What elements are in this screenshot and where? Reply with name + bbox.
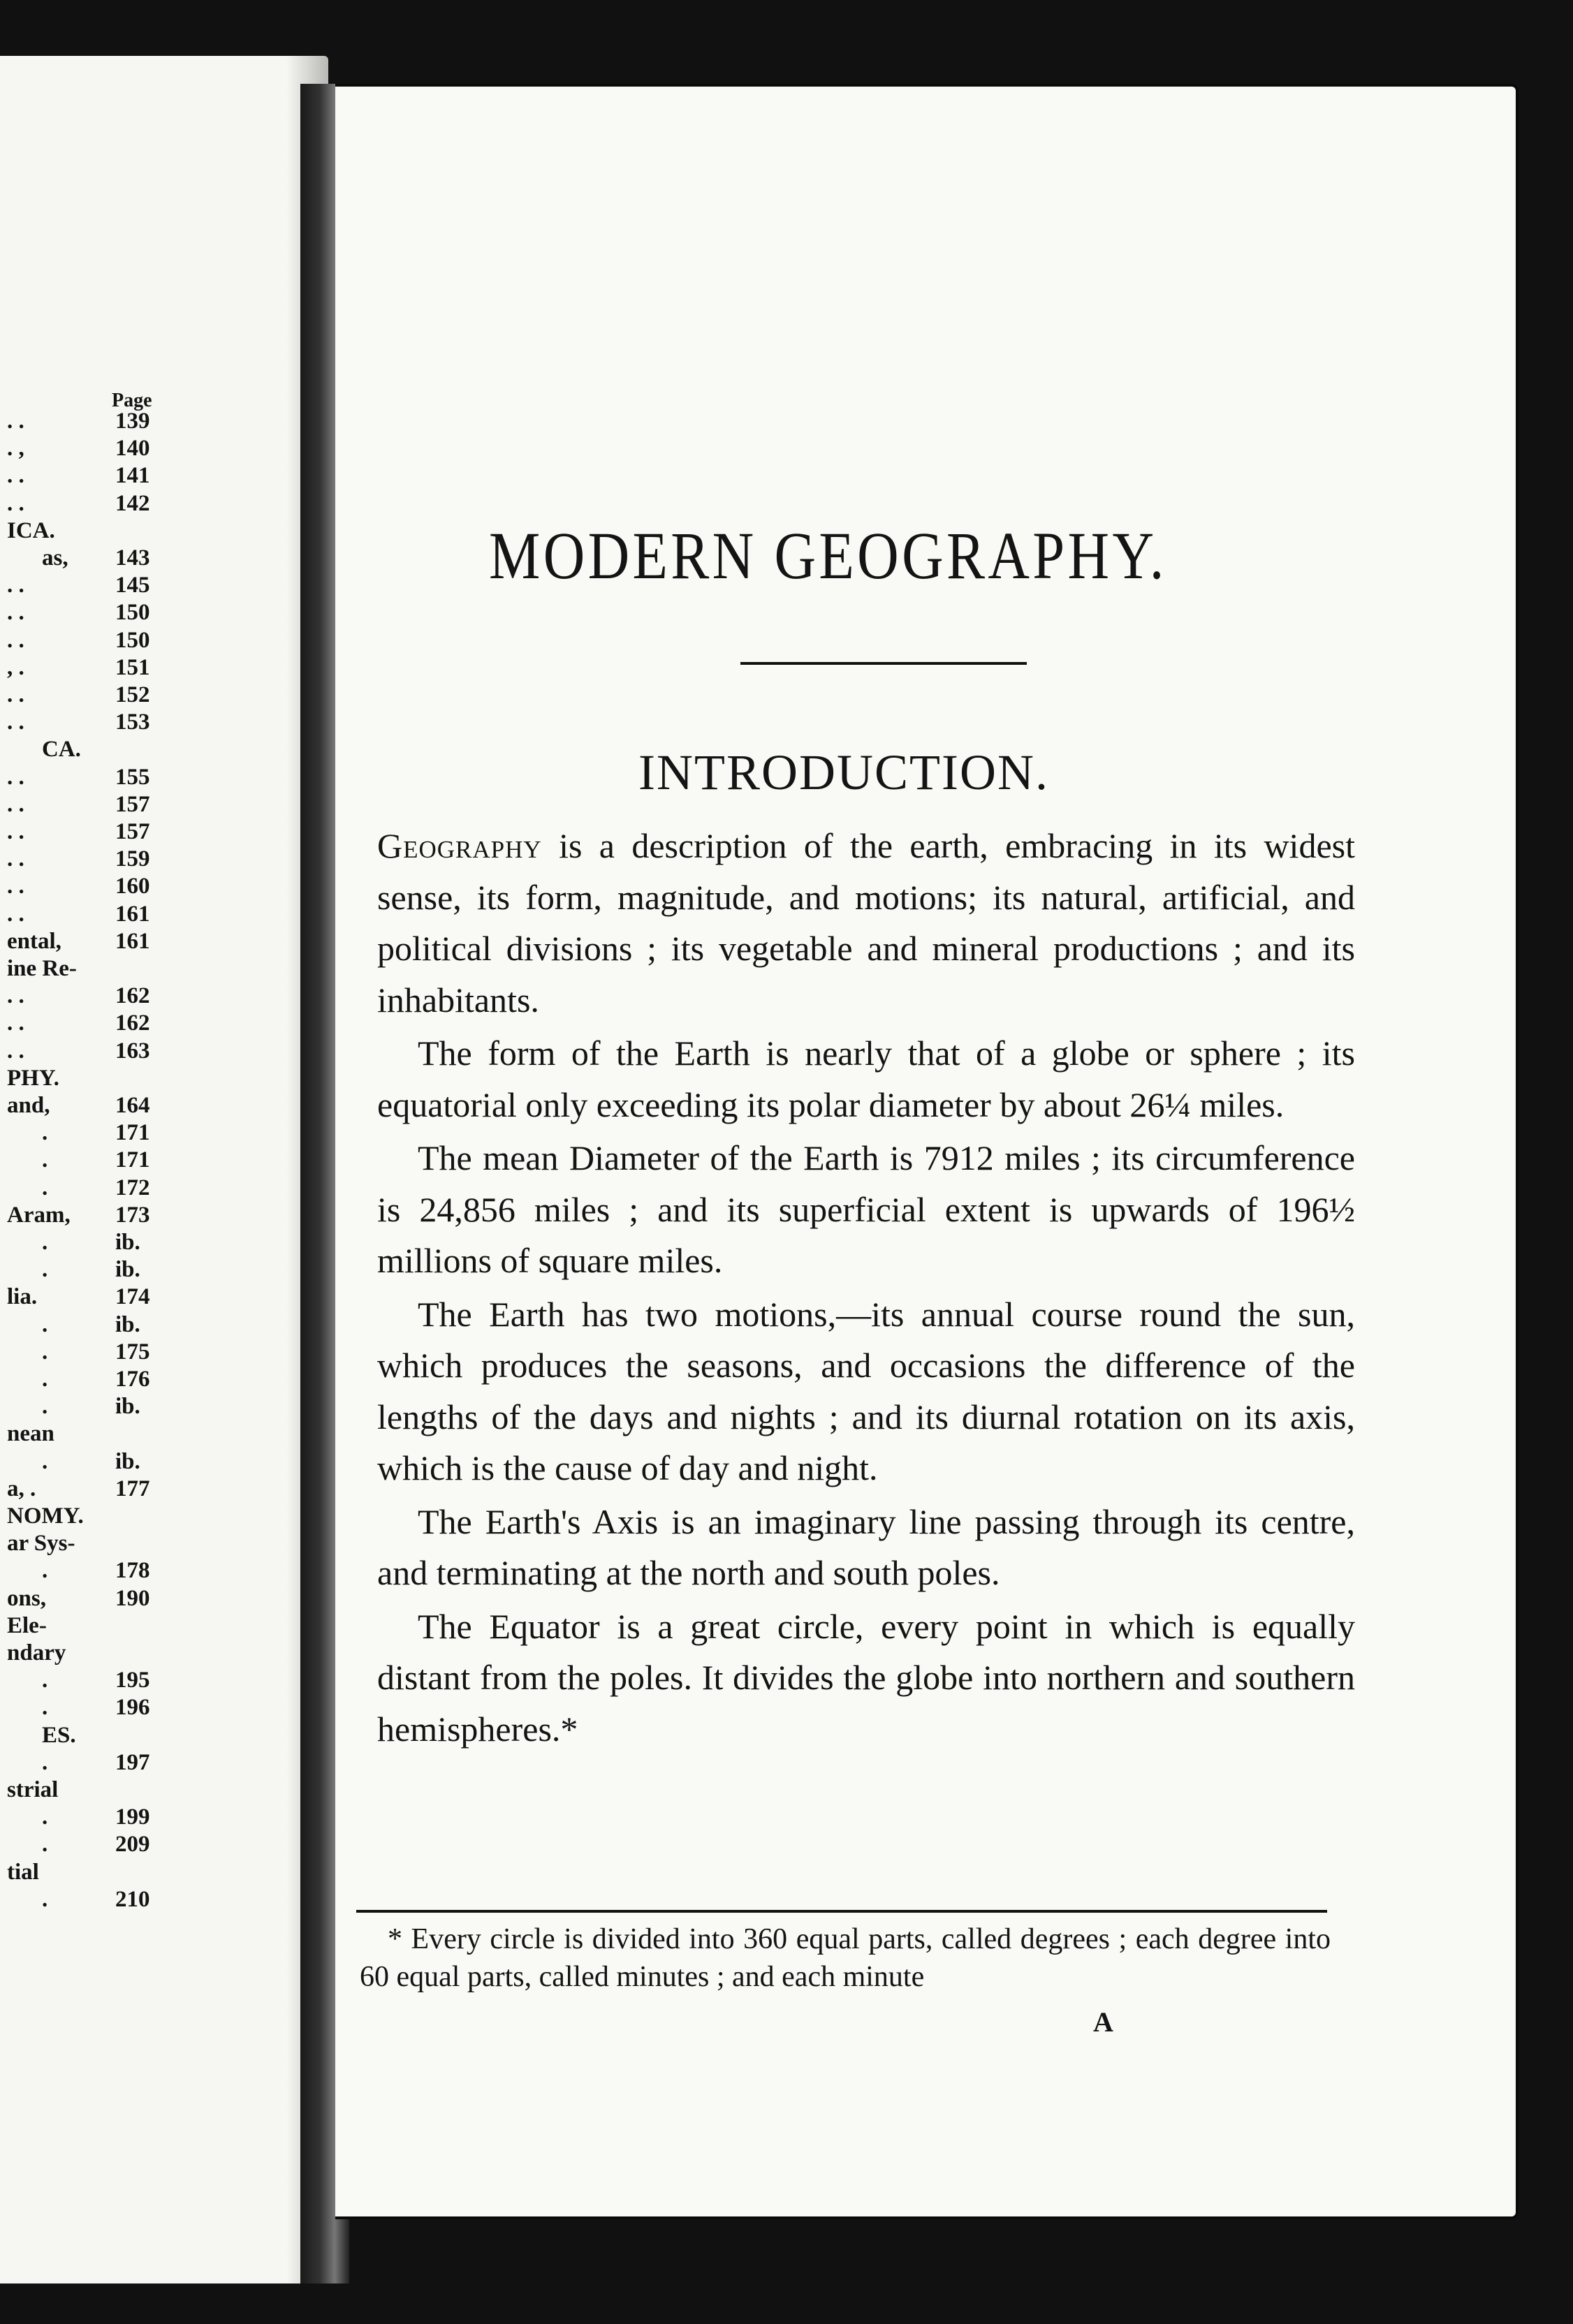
- toc-entry-text: . .: [7, 846, 24, 872]
- paragraph-4: The Earth has two motions,—its annual course round the sun, which produces the seasons, and occasions the difference of the lengths of the days and nights ; and its diurnal rotation on its axis, which is the cause of day and night.: [377, 1294, 1355, 1487]
- paragraph-3: The mean Diameter of the Earth is 7912 miles ; its circumference is 24,856 miles ; and its superficial extent is upwards of 196½ millions of square miles.: [377, 1138, 1355, 1280]
- toc-entry-page: 160: [115, 874, 150, 899]
- toc-entry-text: Ele-: [7, 1612, 47, 1638]
- toc-entry-page: 171: [115, 1120, 150, 1146]
- toc-entry-text: . .: [7, 409, 24, 434]
- toc-entry-page: ib.: [115, 1257, 140, 1283]
- toc-entry-page: 161: [115, 928, 150, 954]
- body-text: [377, 821, 1355, 1757]
- toc-entry-page: ib.: [115, 1311, 140, 1337]
- toc-entry-text: . .: [7, 709, 24, 735]
- toc-entry-text: . .: [7, 983, 24, 1009]
- toc-entry-text: . .: [7, 490, 24, 516]
- toc-entry-text: . .: [7, 819, 24, 844]
- toc-entry-text: nean: [7, 1421, 54, 1447]
- toc-entry-text: .: [42, 1668, 48, 1693]
- toc-entry-text: . .: [7, 874, 24, 899]
- toc-entry-text: .: [42, 1339, 48, 1365]
- toc-entry-page: 145: [115, 573, 150, 598]
- toc-entry-text: . .: [7, 791, 24, 817]
- toc-entry-page: 177: [115, 1476, 150, 1501]
- toc-entry-page: 199: [115, 1804, 150, 1830]
- paragraph-5: The Earth's Axis is an imaginary line passing through its centre, and terminating at the north and south poles.: [377, 1501, 1355, 1592]
- toc-entry-page: 143: [115, 545, 150, 571]
- paragraph-1: [377, 821, 1355, 1026]
- toc-entry-page: 174: [115, 1284, 150, 1310]
- toc-entry-text: . .: [7, 573, 24, 598]
- toc-entry-text: .: [42, 1257, 48, 1283]
- toc-entry-page: 151: [115, 654, 150, 680]
- toc-entry-text: . .: [7, 463, 24, 489]
- toc-entry-text: ons,: [7, 1585, 46, 1611]
- toc-entry-text: ICA.: [7, 517, 55, 543]
- toc-entry-text: .: [42, 1804, 48, 1830]
- toc-entry-page: 161: [115, 901, 150, 927]
- toc-entry-text: . .: [7, 682, 24, 707]
- toc-entry-text: . .: [7, 1010, 24, 1036]
- toc-entry-text: .: [42, 1230, 48, 1255]
- paragraph-6: The Equator is a great circle, every point in which is equally distant from the poles. It divides the globe into northern and southern hemispheres.*: [377, 1606, 1355, 1749]
- toc-entry-text: , .: [7, 654, 24, 680]
- toc-entry-page: ib.: [115, 1394, 140, 1420]
- toc-entry-text: . ,: [7, 436, 24, 462]
- toc-entry-page: 209: [115, 1832, 150, 1858]
- toc-entry-text: strial: [7, 1777, 59, 1802]
- toc-entry-text: PHY.: [7, 1065, 59, 1091]
- paragraph-2: The form of the Earth is nearly that of a globe or sphere ; its equatorial only exceeding its polar diameter by about 26¼ miles.: [377, 1034, 1355, 1124]
- toc-entry-page: 176: [115, 1367, 150, 1392]
- toc-entry-text: ndary: [7, 1640, 66, 1665]
- toc-entry-text: .: [42, 1832, 48, 1858]
- toc-entry-text: . .: [7, 600, 24, 626]
- toc-entry-text: lia.: [7, 1284, 38, 1310]
- toc-entry-page: 150: [115, 627, 150, 653]
- toc-entry-text: .: [42, 1749, 48, 1775]
- toc-entry-text: NOMY.: [7, 1503, 84, 1529]
- toc-entry-page: 157: [115, 791, 150, 817]
- toc-entry-page: 141: [115, 463, 150, 489]
- toc-entry-page: 142: [115, 490, 150, 516]
- toc-entry-page: 140: [115, 436, 150, 462]
- toc-entry-page: 164: [115, 1093, 150, 1118]
- toc-entry-page: 150: [115, 600, 150, 626]
- toc-entry-page: 178: [115, 1558, 150, 1584]
- toc-entry-page: 195: [115, 1668, 150, 1693]
- toc-entry-text: . .: [7, 627, 24, 653]
- toc-entry-text: . .: [7, 764, 24, 790]
- toc-entry-text: .: [42, 1175, 48, 1200]
- toc-entry-page: 196: [115, 1695, 150, 1721]
- paragraph-text: is a description of the earth, embracing in its widest sense, its form, magnitude, and motions; its natural, artificial, and political divisions ; its vegetable and mineral productions ; and its inhabitants.: [377, 826, 1355, 1020]
- toc-entry-text: .: [42, 1695, 48, 1721]
- toc-entry-page: 190: [115, 1585, 150, 1611]
- toc-entry-text: a, .: [7, 1476, 36, 1501]
- lead-word: Geography: [377, 826, 542, 865]
- toc-entry-text: ental,: [7, 928, 61, 954]
- footnote: * Every circle is divided into 360 equal parts, called degrees ; each degree into 60 equal parts, called minutes ; and each minute: [360, 1923, 1331, 1993]
- toc-entry-text: .: [42, 1120, 48, 1146]
- toc-entry-page: 175: [115, 1339, 150, 1365]
- toc-entry-page: 153: [115, 709, 150, 735]
- toc-entry-text: .: [42, 1558, 48, 1584]
- section-heading: INTRODUCTION.: [638, 744, 1049, 800]
- toc-entry-text: .: [42, 1147, 48, 1173]
- toc-entry-page: 162: [115, 1010, 150, 1036]
- toc-entry-page: 155: [115, 764, 150, 790]
- signature-mark: A: [1093, 2006, 1113, 2038]
- toc-entry-text: .: [42, 1367, 48, 1392]
- toc-entry-text: . .: [7, 1038, 24, 1064]
- toc-entry-page: ib.: [115, 1448, 140, 1474]
- toc-entry-page: 152: [115, 682, 150, 707]
- toc-entry-page: 157: [115, 819, 150, 844]
- toc-entry-text: tial: [7, 1859, 39, 1885]
- toc-entry-text: and,: [7, 1093, 50, 1118]
- toc-entry-page: 197: [115, 1749, 150, 1775]
- toc-entry-text: ES.: [42, 1722, 76, 1748]
- toc-entry-page: 159: [115, 846, 150, 872]
- toc-entry-page: 171: [115, 1147, 150, 1173]
- toc-entry-text: ar Sys-: [7, 1531, 75, 1557]
- toc-entry-page: 172: [115, 1175, 150, 1200]
- title-rule: [740, 662, 1027, 665]
- left-page-fragment: [0, 56, 328, 2283]
- toc-entry-text: as,: [42, 545, 68, 571]
- toc-entry-page: 139: [115, 409, 150, 434]
- toc-entry-page: 173: [115, 1202, 150, 1228]
- toc-entry-text: CA.: [42, 737, 81, 763]
- toc-entry-text: .: [42, 1311, 48, 1337]
- page-title: MODERN GEOGRAPHY.: [489, 518, 1167, 593]
- toc-entry-text: .: [42, 1886, 48, 1912]
- footnote-rule: [356, 1910, 1327, 1913]
- toc-entry-text: . .: [7, 901, 24, 927]
- toc-entry-text: .: [42, 1448, 48, 1474]
- toc-entry-text: .: [42, 1394, 48, 1420]
- toc-entry-page: 210: [115, 1886, 150, 1912]
- toc-entry-page: ib.: [115, 1230, 140, 1255]
- toc-entry-text: ine Re-: [7, 956, 77, 981]
- toc-entry-text: Aram,: [7, 1202, 71, 1228]
- toc-entry-page: 163: [115, 1038, 150, 1064]
- toc-page-column-header: Page: [112, 390, 152, 411]
- toc-entry-page: 162: [115, 983, 150, 1009]
